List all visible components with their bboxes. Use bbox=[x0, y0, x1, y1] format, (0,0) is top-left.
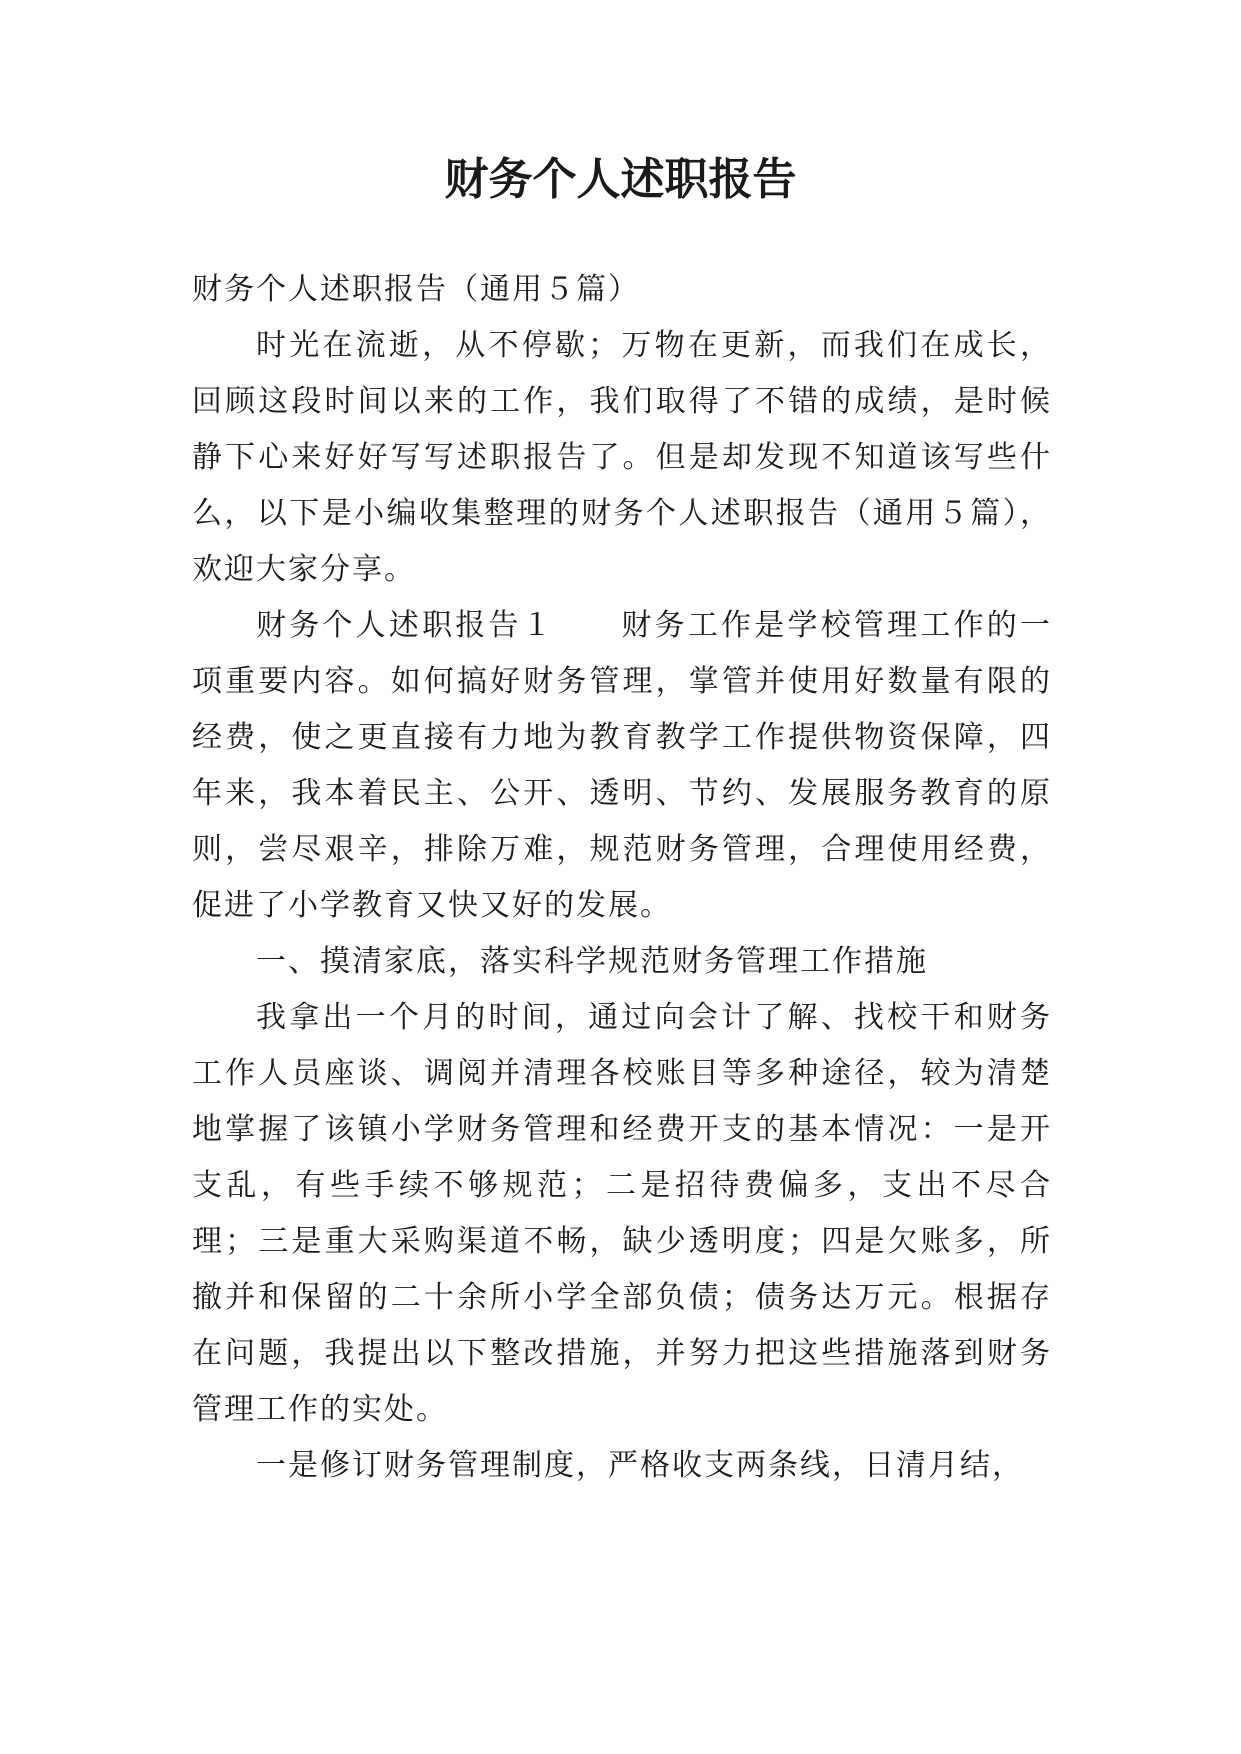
paragraph-intro: 时光在流逝，从不停歇；万物在更新，而我们在成长，回顾这段时间以来的工作，我们取得了不错的成绩，是时候静下心来好好写写述职报告了。但是却发现不知道该写些什么，以下是小编收集整理的财务个人述职报告（通用５篇），欢迎大家分享。 bbox=[192, 328, 1052, 587]
document-title: 财务个人述职报告 bbox=[444, 154, 797, 205]
paragraph-measure-1: 一是修订财务管理制度，严格收支两条线，日清月结， bbox=[256, 1448, 1024, 1483]
document-body bbox=[192, 262, 1052, 1494]
section-heading-1: 一、摸清家底，落实科学规范财务管理工作措施 bbox=[256, 944, 928, 979]
paragraph-investigation: 我拿出一个月的时间，通过向会计了解、找校干和财务工作人员座谈、调阅并清理各校账目等多种途径，较为清楚地掌握了该镇小学财务管理和经费开支的基本情况：一是开支乱，有些手续不够规范；二是招待费偏多，支出不尽合理；三是重大采购渠道不畅，缺少透明度；四是欠账多，所撤并和保留的二十余所小学全部负债；债务达万元。根据存在问题，我提出以下整改措施，并努力把这些措施落到财务管理工作的实处。 bbox=[192, 1000, 1052, 1427]
paragraph-report-1: 财务个人述职报告１ 财务工作是学校管理工作的一项重要内容。如何搞好财务管理，掌管并使用好数量有限的经费，使之更直接有力地为教育教学工作提供物资保障，四年来，我本着民主、公开、透明、节约、发展服务教育的原则，尝尽艰辛，排除万难，规范财务管理，合理使用经费，促进了小学教育又快又好的发展。 bbox=[192, 608, 1052, 923]
paragraph-subtitle: 财务个人述职报告（通用５篇） bbox=[192, 272, 640, 307]
